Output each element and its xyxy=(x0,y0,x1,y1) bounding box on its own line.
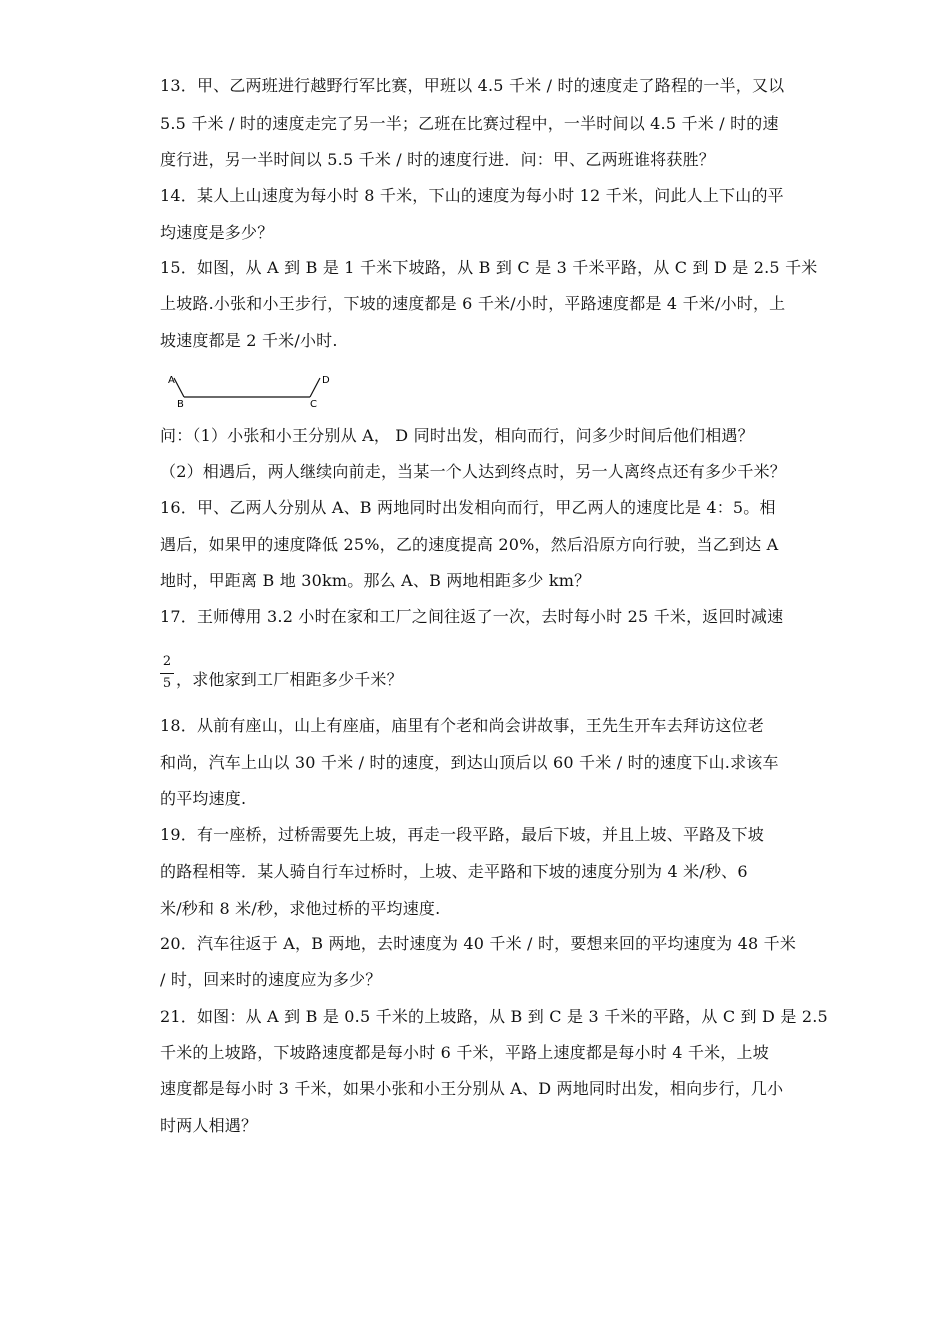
fraction-denominator: 5 xyxy=(162,676,172,691)
problem-19-line-3: 米/秒和 8 米/秒，求他过桥的平均速度. xyxy=(160,899,441,918)
problem-16-line-3: 地时，甲距离 B 地 30km。那么 A、B 两地相距多少 km？ xyxy=(160,571,591,590)
problem-15-question-2: （2）相遇后，两人继续向前走，当某一个人达到终点时，另一人离终点还有多少千米？ xyxy=(160,462,786,481)
problem-18-line-2: 和尚，汽车上山以 30 千米 / 时的速度，到达山顶后以 60 千米 / 时的速度下山.求该车 xyxy=(160,753,779,772)
problem-16-line-2: 遇后，如果甲的速度降低 25%，乙的速度提高 20%，然后沿原方向行驶，当乙到达 A xyxy=(160,535,779,554)
problem-13-line-3: 度行进，另一半时间以 5.5 千米 / 时的速度行进．问：甲、乙两班谁将获胜？ xyxy=(160,150,715,169)
fraction-numerator: 2 xyxy=(162,654,172,669)
problem-21-line-2: 千米的上坡路，下坡路速度都是每小时 6 千米，平路上速度都是每小时 4 千米，上坡 xyxy=(160,1043,769,1062)
problem-15-question-1: 问：（1）小张和小王分别从 A， D 同时出发，相向而行，问多少时间后他们相遇？ xyxy=(160,426,754,445)
problem-13-line-1: 13．甲、乙两班进行越野行军比赛，甲班以 4.5 千米 / 时的速度走了路程的一半，又以 xyxy=(160,76,785,95)
problem-15-line-1: 15．如图，从 A 到 B 是 1 千米下坡路，从 B 到 C 是 3 千米平路，从 C 到 D 是 2.5 千米 xyxy=(160,258,818,277)
problem-19-line-1: 19．有一座桥，过桥需要先上坡，再走一段平路，最后下坡，并且上坡、平路及下坡 xyxy=(160,825,764,844)
problem-21-line-3: 速度都是每小时 3 千米，如果小张和小王分别从 A、D 两地同时出发，相向步行，几小 xyxy=(160,1079,784,1098)
problem-20-line-2: / 时，回来时的速度应为多少？ xyxy=(160,970,382,989)
fraction-bar xyxy=(160,673,174,674)
slope-road-diagram xyxy=(160,366,340,410)
problem-15-line-3: 坡速度都是 2 千米/小时. xyxy=(160,331,338,350)
problem-13-line-2: 5.5 千米 / 时的速度走完了另一半；乙班在比赛过程中，一半时间以 4.5 千米 / 时的速 xyxy=(160,114,779,133)
problem-21-line-1: 21．如图：从 A 到 B 是 0.5 千米的上坡路，从 B 到 C 是 3 千米的平路，从 C 到 D 是 2.5 xyxy=(160,1007,828,1026)
problem-14-line-1: 14．某人上山速度为每小时 8 千米，下山的速度为每小时 12 千米，问此人上下山的平 xyxy=(160,186,784,205)
problem-14-line-2: 均速度是多少？ xyxy=(160,223,274,242)
point-label-d: D xyxy=(322,375,330,386)
problem-17-line-1: 17．王师傅用 3.2 小时在家和工厂之间往返了一次，去时每小时 25 千米，返回时减速 xyxy=(160,607,784,626)
problem-21-line-4: 时两人相遇？ xyxy=(160,1116,258,1135)
problem-15-line-2: 上坡路.小张和小王步行，下坡的速度都是 6 千米/小时，平路速度都是 4 千米/小时，上 xyxy=(160,294,786,313)
point-label-a: A xyxy=(168,375,175,386)
problem-18-line-3: 的平均速度. xyxy=(160,789,247,808)
problem-20-line-1: 20．汽车往返于 A，B 两地，去时速度为 40 千米 / 时，要想来回的平均速度为 48 千米 xyxy=(160,934,797,953)
downhill-segment-ab xyxy=(174,378,184,397)
uphill-segment-cd xyxy=(310,378,320,397)
problem-18-line-1: 18．从前有座山，山上有座庙，庙里有个老和尚会讲故事，王先生开车去拜访这位老 xyxy=(160,716,764,735)
problem-17-line-2: ，求他家到工厂相距多少千米？ xyxy=(176,670,403,689)
point-label-b: B xyxy=(177,399,184,410)
problem-16-line-1: 16．甲、乙两人分别从 A、B 两地同时出发相向而行，甲乙两人的速度比是 4：5。相 xyxy=(160,498,776,517)
problem-19-line-2: 的路程相等．某人骑自行车过桥时，上坡、走平路和下坡的速度分别为 4 米/秒、6 xyxy=(160,862,748,881)
point-label-c: C xyxy=(310,399,317,410)
